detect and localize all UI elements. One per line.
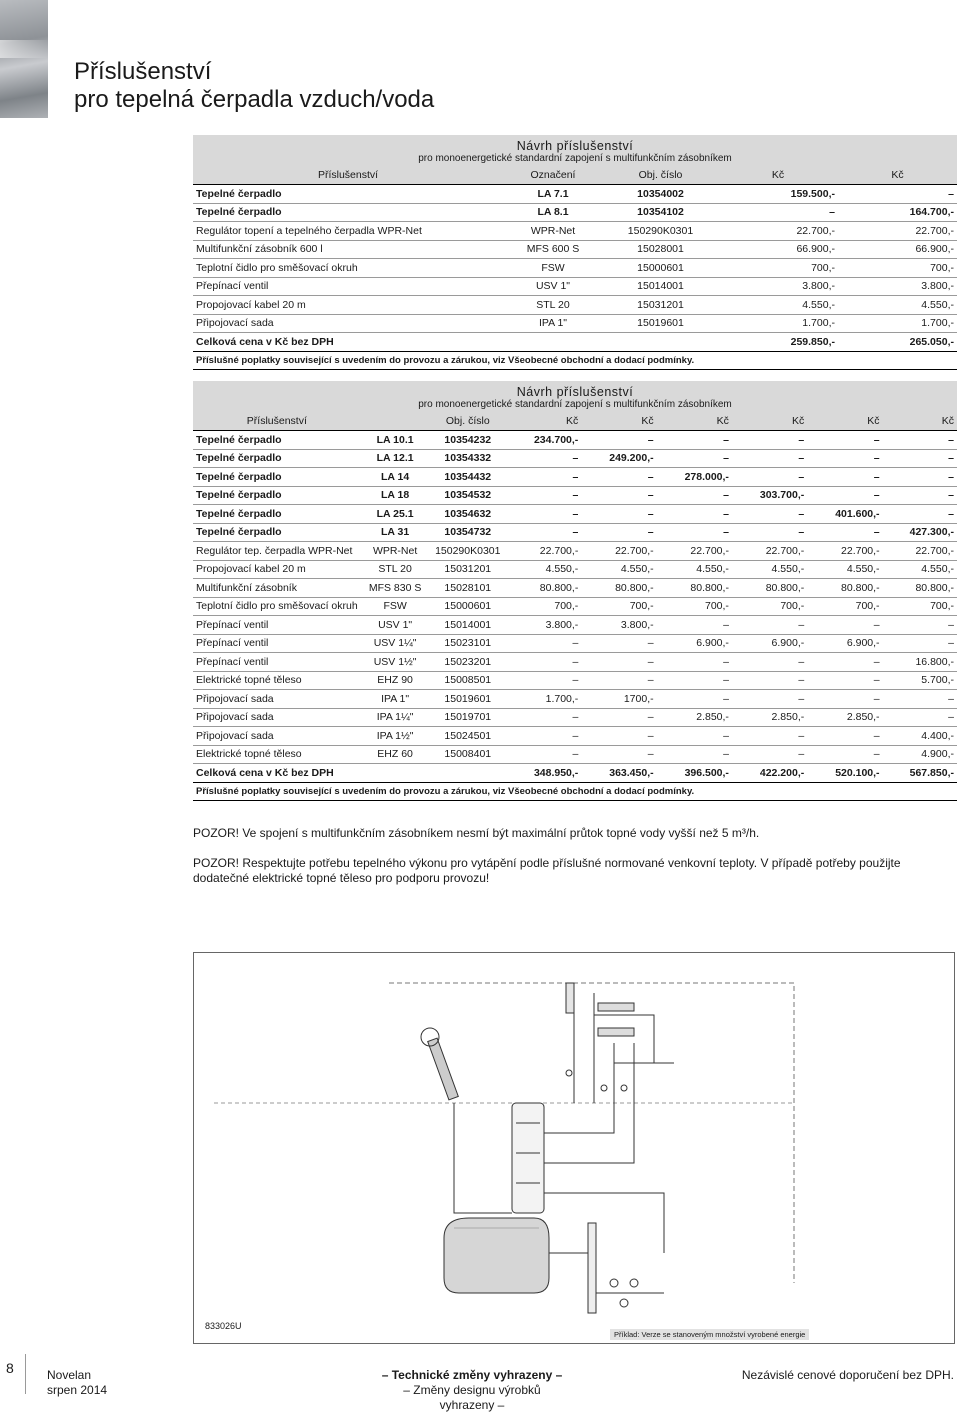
row-price: – — [807, 690, 882, 709]
row-price: – — [883, 468, 957, 487]
row-price: – — [581, 431, 656, 450]
row-price: – — [581, 505, 656, 524]
row-price: – — [838, 185, 957, 204]
row-price: – — [506, 708, 581, 727]
row-order-number: 15023201 — [430, 653, 506, 672]
row-order-number: 15000601 — [603, 259, 718, 278]
table-row — [193, 314, 957, 333]
row-name: Tepelné čerpadlo — [193, 468, 361, 487]
table-row — [193, 277, 957, 296]
table1-col-header: Kč — [718, 166, 838, 185]
diagram-code: 833026U — [205, 1321, 242, 1331]
table-row — [193, 259, 957, 278]
row-code: STL 20 — [503, 296, 603, 315]
table-row — [193, 671, 957, 690]
row-price: 22.700,- — [581, 542, 656, 561]
row-price: 1.700,- — [838, 314, 957, 333]
row-price: – — [581, 653, 656, 672]
row-code: LA 18 — [361, 486, 430, 505]
row-order-number: 10354532 — [430, 486, 506, 505]
row-order-number: 150290K0301 — [603, 222, 718, 241]
row-order-number: 15000601 — [430, 597, 506, 616]
row-price: 1700,- — [581, 690, 656, 709]
row-price: – — [883, 431, 957, 450]
row-order-number: 15028101 — [430, 579, 506, 598]
row-code: STL 20 — [361, 560, 430, 579]
row-name: Přepínací ventil — [193, 616, 361, 635]
row-price: – — [581, 671, 656, 690]
row-order-number: 15019701 — [430, 708, 506, 727]
row-price: 567.850,- — [883, 764, 957, 783]
row-code: EHZ 60 — [361, 745, 430, 764]
footer-center-line1: – Technické změny vyhrazeny – — [381, 1368, 563, 1382]
row-name: Přepínací ventil — [193, 653, 361, 672]
row-order-number: 10354232 — [430, 431, 506, 450]
row-price: 6.900,- — [807, 634, 882, 653]
row-price: 3.800,- — [581, 616, 656, 635]
row-price: 700,- — [506, 597, 581, 616]
row-name: Propojovací kabel 20 m — [193, 296, 503, 315]
row-price: 80.800,- — [732, 579, 807, 598]
row-price: 396.500,- — [657, 764, 732, 783]
row-name: Elektrické topné těleso — [193, 745, 361, 764]
row-code: EHZ 90 — [361, 671, 430, 690]
row-code: USV 1" — [503, 277, 603, 296]
table2-body — [193, 431, 957, 783]
row-price: 22.700,- — [807, 542, 882, 561]
row-price: 259.850,- — [718, 333, 838, 352]
table2-footnote: Příslušné poplatky související s uvedením do provozu a zárukou, viz Všeobecné obchodní a dodací podmínky. — [193, 783, 957, 801]
row-order-number: 10354732 — [430, 523, 506, 542]
pump-icon — [610, 1279, 618, 1287]
table-row — [193, 727, 957, 746]
row-price: – — [506, 671, 581, 690]
table-row — [193, 240, 957, 259]
table1-col-header: Označení — [503, 166, 603, 185]
table-row — [193, 185, 957, 204]
row-order-number: 15008401 — [430, 745, 506, 764]
row-price: 401.600,- — [807, 505, 882, 524]
row-name: Regulátor topení a tepelného čerpadla WPR-Net — [193, 222, 503, 241]
table1-header-row — [193, 166, 957, 185]
row-price: 6.900,- — [732, 634, 807, 653]
table1-footnote: Příslušné poplatky související s uvedením do provozu a zárukou, viz Všeobecné obchodní a dodací podmínky. — [193, 352, 957, 370]
row-price: – — [807, 449, 882, 468]
row-price: 22.700,- — [657, 542, 732, 561]
row-name: Elektrické topné těleso — [193, 671, 361, 690]
row-price: 2.850,- — [807, 708, 882, 727]
row-price: 4.550,- — [732, 560, 807, 579]
row-price: – — [657, 727, 732, 746]
row-price: 700,- — [883, 597, 957, 616]
row-price: – — [807, 468, 882, 487]
row-price: – — [581, 634, 656, 653]
row-price: – — [732, 505, 807, 524]
table-row — [193, 634, 957, 653]
page-title-line1: Příslušenství — [74, 58, 212, 85]
table-row — [193, 431, 957, 450]
row-code: IPA 1" — [361, 690, 430, 709]
row-code: WPR-Net — [503, 222, 603, 241]
row-code: USV 1½" — [361, 653, 430, 672]
row-price: 22.700,- — [883, 542, 957, 561]
row-price: 4.550,- — [506, 560, 581, 579]
row-price: 1.700,- — [718, 314, 838, 333]
table1-col-header: Obj. číslo — [603, 166, 718, 185]
row-name: Připojovací sada — [193, 727, 361, 746]
row-price: – — [883, 690, 957, 709]
row-price: 2.850,- — [732, 708, 807, 727]
table-row — [193, 203, 957, 222]
row-price: – — [506, 523, 581, 542]
row-price: 80.800,- — [807, 579, 882, 598]
row-price: – — [581, 486, 656, 505]
row-price: 66.900,- — [718, 240, 838, 259]
row-price: 3.800,- — [718, 277, 838, 296]
row-name: Přepínací ventil — [193, 277, 503, 296]
row-price: 422.200,- — [732, 764, 807, 783]
row-order-number: 15019601 — [603, 314, 718, 333]
row-price: 80.800,- — [657, 579, 732, 598]
row-name: Připojovací sada — [193, 690, 361, 709]
row-price: 4.550,- — [838, 296, 957, 315]
row-price: – — [807, 431, 882, 450]
table-row — [193, 542, 957, 561]
table2-header-row — [193, 412, 957, 431]
warning-heat-demand: POZOR! Respektujte potřebu tepelného výkonu pro vytápění podle příslušné normované venkovní teploty. V případě potřeby použijte dodatečné elektrické topné těleso pro podporu provozu! — [193, 856, 901, 885]
row-price: 4.550,- — [657, 560, 732, 579]
footer-center — [377, 1368, 567, 1413]
row-order-number: 15031201 — [430, 560, 506, 579]
row-price: – — [657, 690, 732, 709]
row-name: Teplotní čidlo pro směšovací okruh — [193, 259, 503, 278]
hydraulic-schematic — [194, 953, 956, 1345]
hydraulic-diagram — [193, 952, 955, 1344]
row-price: 4.900,- — [883, 745, 957, 764]
row-price: – — [506, 727, 581, 746]
row-price: 4.550,- — [718, 296, 838, 315]
row-order-number — [430, 764, 506, 783]
row-price: – — [718, 203, 838, 222]
row-code: IPA 1" — [503, 314, 603, 333]
row-code: MFS 830 S — [361, 579, 430, 598]
row-price: – — [506, 468, 581, 487]
row-price: 159.500,- — [718, 185, 838, 204]
table2-grid — [193, 412, 957, 783]
table2-col-header: Kč — [506, 412, 581, 431]
row-price: 700,- — [732, 597, 807, 616]
row-price: – — [506, 449, 581, 468]
row-price: 164.700,- — [838, 203, 957, 222]
table-row — [193, 222, 957, 241]
row-name: Tepelné čerpadlo — [193, 203, 503, 222]
row-order-number: 15031201 — [603, 296, 718, 315]
row-code — [503, 333, 603, 352]
table2-col-header: Kč — [581, 412, 656, 431]
page-title-line2: pro tepelná čerpadla vzduch/voda — [74, 86, 435, 113]
row-price: 278.000,- — [657, 468, 732, 487]
row-name: Propojovací kabel 20 m — [193, 560, 361, 579]
row-code: IPA 1¼" — [361, 708, 430, 727]
row-code: USV 1¼" — [361, 634, 430, 653]
row-price: – — [657, 449, 732, 468]
row-code: FSW — [503, 259, 603, 278]
row-price: – — [732, 727, 807, 746]
row-code: LA 8.1 — [503, 203, 603, 222]
row-order-number: 15008501 — [430, 671, 506, 690]
row-code — [361, 764, 430, 783]
row-order-number: 10354332 — [430, 449, 506, 468]
row-price: 22.700,- — [732, 542, 807, 561]
row-price: – — [883, 505, 957, 524]
row-code: FSW — [361, 597, 430, 616]
footer-divider — [25, 1354, 26, 1394]
row-name: Multifunkční zásobník — [193, 579, 361, 598]
row-price: – — [883, 616, 957, 635]
accessory-table-2 — [193, 381, 957, 801]
row-price: 22.700,- — [506, 542, 581, 561]
table2-subtitle: pro monoenergetické standardní zapojení s multifunkčním zásobníkem — [418, 399, 732, 410]
footer-left — [47, 1368, 107, 1398]
row-order-number: 15014001 — [430, 616, 506, 635]
header-corner-image — [0, 0, 48, 118]
row-name: Připojovací sada — [193, 708, 361, 727]
row-price: – — [506, 653, 581, 672]
row-code: WPR-Net — [361, 542, 430, 561]
row-price: 700,- — [718, 259, 838, 278]
row-price: – — [506, 745, 581, 764]
footer-right: Nezávislé cenové doporučení bez DPH. — [741, 1368, 954, 1382]
row-name: Celková cena v Kč bez DPH — [193, 764, 361, 783]
table-row — [193, 333, 957, 352]
row-name: Tepelné čerpadlo — [193, 185, 503, 204]
row-code: LA 31 — [361, 523, 430, 542]
row-price: – — [581, 708, 656, 727]
row-price: 6.900,- — [657, 634, 732, 653]
table-row — [193, 523, 957, 542]
row-price: 80.800,- — [581, 579, 656, 598]
radiator-icon — [598, 1003, 634, 1011]
table-row — [193, 449, 957, 468]
table-row — [193, 653, 957, 672]
row-price: – — [883, 634, 957, 653]
table2-col-header: Kč — [657, 412, 732, 431]
row-price: – — [883, 708, 957, 727]
row-price: 4.550,- — [883, 560, 957, 579]
row-name: Tepelné čerpadlo — [193, 431, 361, 450]
row-code: LA 10.1 — [361, 431, 430, 450]
row-price: 363.450,- — [581, 764, 656, 783]
row-price: – — [807, 745, 882, 764]
table2-col-header — [361, 412, 430, 431]
row-name: Tepelné čerpadlo — [193, 486, 361, 505]
row-order-number: 10354102 — [603, 203, 718, 222]
row-name: Tepelné čerpadlo — [193, 505, 361, 524]
row-price: 234.700,- — [506, 431, 581, 450]
table2-col-header: Příslušenství — [193, 412, 361, 431]
table1-col-header: Příslušenství — [193, 166, 503, 185]
row-price: 3.800,- — [506, 616, 581, 635]
row-order-number: 10354002 — [603, 185, 718, 204]
row-price: 700,- — [838, 259, 957, 278]
solar-collector-icon — [428, 1038, 459, 1100]
row-order-number: 150290K0301 — [430, 542, 506, 561]
table-row — [193, 486, 957, 505]
table2-col-header: Kč — [732, 412, 807, 431]
row-price: 265.050,- — [838, 333, 957, 352]
row-price: – — [657, 523, 732, 542]
row-order-number: 15014001 — [603, 277, 718, 296]
row-price: 348.950,- — [506, 764, 581, 783]
row-name: Tepelné čerpadlo — [193, 449, 361, 468]
row-price: 4.550,- — [807, 560, 882, 579]
footer-date: srpen 2014 — [47, 1383, 108, 1397]
row-code: MFS 600 S — [503, 240, 603, 259]
row-order-number: 15024501 — [430, 727, 506, 746]
row-price: – — [506, 505, 581, 524]
row-price: – — [807, 671, 882, 690]
row-price: – — [657, 431, 732, 450]
table-row — [193, 597, 957, 616]
row-price: – — [732, 690, 807, 709]
row-order-number: 15019601 — [430, 690, 506, 709]
table1-col-header: Kč — [838, 166, 957, 185]
row-name: Teplotní čidlo pro směšovací okruh — [193, 597, 361, 616]
row-price: – — [657, 745, 732, 764]
row-price: 700,- — [657, 597, 732, 616]
table1-title: Návrh příslušenství — [516, 139, 634, 153]
footer-center-line2: – Změny designu výrobků vyhrazeny – — [403, 1383, 541, 1412]
row-name: Regulátor tep. čerpadla WPR-Net — [193, 542, 361, 561]
row-order-number — [603, 333, 718, 352]
table-row — [193, 745, 957, 764]
row-price: 520.100,- — [807, 764, 882, 783]
row-price: – — [732, 449, 807, 468]
table1-grid — [193, 166, 957, 352]
row-price: 700,- — [807, 597, 882, 616]
table2-col-header: Kč — [883, 412, 957, 431]
table-row — [193, 296, 957, 315]
row-price: – — [807, 486, 882, 505]
row-price: – — [732, 745, 807, 764]
table-row — [193, 560, 957, 579]
row-price: 2.850,- — [657, 708, 732, 727]
diagram-note: Příklad: Verze se stanoveným množství vyrobené energie — [610, 1329, 809, 1340]
row-price: – — [657, 671, 732, 690]
accessory-table-1 — [193, 135, 957, 370]
row-code: LA 7.1 — [503, 185, 603, 204]
table-row — [193, 616, 957, 635]
table-row — [193, 764, 957, 783]
row-price: 1.700,- — [506, 690, 581, 709]
row-price: 4.550,- — [581, 560, 656, 579]
row-price: – — [732, 523, 807, 542]
row-price: 66.900,- — [838, 240, 957, 259]
row-price: 700,- — [581, 597, 656, 616]
row-price: 22.700,- — [718, 222, 838, 241]
row-price: – — [732, 468, 807, 487]
row-price: 22.700,- — [838, 222, 957, 241]
page-number: 8 — [6, 1360, 14, 1376]
row-price: – — [807, 523, 882, 542]
warning-flow-rate: POZOR! Ve spojení s multifunkčním zásobníkem nesmí být maximální průtok topné vody vyšší než 5 m³/h. — [193, 826, 760, 840]
row-price: – — [732, 653, 807, 672]
page-title — [74, 58, 434, 114]
storage-tank-icon — [512, 1103, 544, 1213]
table-row — [193, 690, 957, 709]
row-order-number: 10354432 — [430, 468, 506, 487]
row-price: – — [657, 616, 732, 635]
row-price: – — [807, 653, 882, 672]
table-row — [193, 505, 957, 524]
row-price: – — [732, 431, 807, 450]
table-row — [193, 708, 957, 727]
row-price: – — [883, 486, 957, 505]
table1-body — [193, 185, 957, 352]
row-price: – — [506, 634, 581, 653]
row-price: – — [807, 616, 882, 635]
table-row — [193, 579, 957, 598]
table1-header-block — [193, 135, 957, 166]
row-name: Tepelné čerpadlo — [193, 523, 361, 542]
table2-header-block — [193, 381, 957, 412]
row-code: USV 1" — [361, 616, 430, 635]
row-price: – — [657, 486, 732, 505]
row-price: 80.800,- — [506, 579, 581, 598]
row-order-number: 10354632 — [430, 505, 506, 524]
row-name: Přepínací ventil — [193, 634, 361, 653]
row-code: IPA 1½" — [361, 727, 430, 746]
heat-pump-icon — [444, 1218, 549, 1293]
table1-subtitle: pro monoenergetické standardní zapojení s multifunkčním zásobníkem — [418, 153, 732, 164]
table2-col-header: Kč — [807, 412, 882, 431]
row-code: LA 14 — [361, 468, 430, 487]
row-price: – — [581, 727, 656, 746]
row-order-number: 15023101 — [430, 634, 506, 653]
row-price: – — [581, 745, 656, 764]
footer-brand: Novelan — [47, 1368, 92, 1382]
row-price: 80.800,- — [883, 579, 957, 598]
row-price: 249.200,- — [581, 449, 656, 468]
row-price: – — [732, 671, 807, 690]
row-price: – — [506, 486, 581, 505]
row-price: 303.700,- — [732, 486, 807, 505]
row-price: 427.300,- — [883, 523, 957, 542]
row-price: 16.800,- — [883, 653, 957, 672]
row-price: – — [883, 449, 957, 468]
row-price: 3.800,- — [838, 277, 957, 296]
row-price: – — [581, 468, 656, 487]
table2-col-header: Obj. číslo — [430, 412, 506, 431]
row-name: Celková cena v Kč bez DPH — [193, 333, 503, 352]
row-code: LA 25.1 — [361, 505, 430, 524]
row-name: Multifunkční zásobník 600 l — [193, 240, 503, 259]
table-row — [193, 468, 957, 487]
row-price: – — [657, 653, 732, 672]
row-price: 5.700,- — [883, 671, 957, 690]
row-price: – — [657, 505, 732, 524]
row-order-number: 15028001 — [603, 240, 718, 259]
row-price: – — [732, 616, 807, 635]
row-price: – — [581, 523, 656, 542]
row-name: Připojovací sada — [193, 314, 503, 333]
row-price: – — [807, 727, 882, 746]
row-code: LA 12.1 — [361, 449, 430, 468]
row-price: 4.400,- — [883, 727, 957, 746]
table2-title: Návrh příslušenství — [516, 385, 634, 399]
